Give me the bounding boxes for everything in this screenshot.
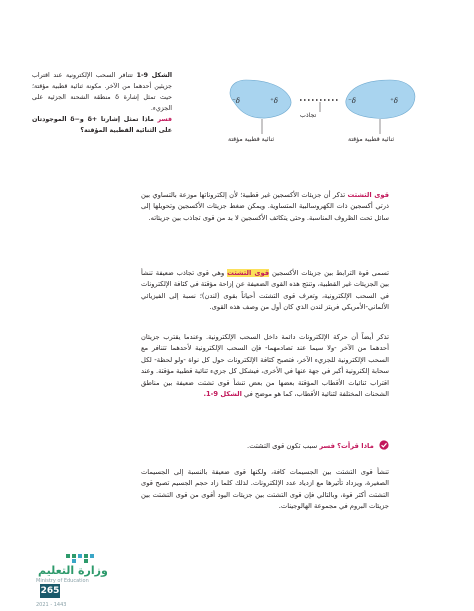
caption-text: تتنافر السحب الإلكترونية عند اقتراب جزيئين أحدهما من الآخر. مكونة ثنائية قطبية مؤقتة؛ حيث تمثل إشارة δ منطقة الشحنة الجزئية على الجزيء.	[32, 72, 172, 112]
paragraph-dispersion-definition	[141, 268, 389, 314]
figure-caption	[32, 70, 172, 136]
p2-before: تسمى قوة الترابط بين جزيئات الأكسجين	[269, 269, 389, 277]
left-dipole-label: ثنائية قطبية مؤقتة	[228, 136, 275, 143]
left-delta-plus: δ⁺	[270, 97, 278, 105]
edition-year: 2021 - 1443	[36, 602, 67, 608]
checkmark-icon	[379, 440, 389, 450]
ministry-name-ar: وزارة التعليم	[38, 564, 108, 577]
p4-text: تنشأ قوى التشتت بين الجسيمات كافة، ولكنها قوى ضعيفة بالنسبة إلى الجسيمات الصغيرة، ويزداد تأثيرها مع ازدياد عدد الإلكترونات. لذلك كلما زاد حجم الجسيم تصبح قوى التشتت أكثر قوة، وبالتالي فإن قوى التشتت بين جزيئات اليود أقوى من قوى التشتت بين جزيئات البروم في مجموعة الهالوجينات.	[141, 468, 389, 511]
reading-check-verb: فسر	[319, 442, 335, 450]
paragraph-temporary-dipoles	[141, 332, 389, 400]
right-delta-plus: δ⁺	[390, 97, 398, 105]
p1-text: تذكر أن جزيئات الأكسجين غير قطبية؛ لأن إلكتروناتها موزعة بالتساوي بين ذرتي أكسجين ذات الكهروسالبية المتساوية. ويمكن ضغط جزيئات الأكسجين وتحويلها إلى سائل تحت الظروف المناسبة. وحتى يتكاثف الأكسجين لا بد من قوى تجاذب بين جزيئاته.	[141, 191, 389, 222]
paragraph-dispersion-intro	[141, 190, 389, 224]
right-dipole-label: ثنائية قطبية مؤقتة	[348, 136, 395, 143]
p3-text: تذكر أيضاً أن حركة الإلكترونات دائمة داخل السحب الإلكترونية. وعندما يقترب جزيئان أحدهما من الآخر -ولا سيما عند تصادمهما- فإن السحب الإلكترونية لأحدهما تتنافر مع السحب الإلكترونية للجزيء الآخر، فتصبح كثافة الإلكترونات حول كل نواة -ولو لحظة- لكل سحابة إلكترونية أكبر في جهة عنها في الأخرى، فيشكل كل جزيء ثنائية قطبية مؤقتة. وعند اقتراب ثنائيات الأقطاب المؤقتة بعضها من بعض تنشأ قوى تشتت ضعيفة بين مناطق الشحنات المختلفة لثنائية الأقطاب، كما هو موضح في	[141, 333, 389, 399]
ministry-name-en: Ministry of Education	[36, 578, 89, 584]
right-delta-minus: δ⁻	[348, 97, 356, 105]
reading-check-text: سبب تكون قوى التشتت.	[247, 442, 320, 450]
page-number: 265	[40, 586, 60, 596]
p2-after: وهي قوى تجاذب ضعيفة تنشأ بين الجزيئات غير القطبية، وتنتج هذه القوى الضعيفة عن إزاحة مؤقتة في كثافة الإلكترونات في السحب الإلكترونية، وتعرف قوى التشتت أحياناً بقوى (لندن)؛ نسبة إلى الفيزيائي الألماني-الأمريكي فريتز لندن الذي كان أول من وصف هذه القوى.	[141, 269, 389, 312]
dipole-figure	[222, 72, 432, 162]
reading-check	[141, 440, 389, 452]
paragraph-dispersion-strength	[141, 467, 389, 513]
left-delta-minus: δ⁻	[232, 97, 240, 105]
figure-reference-link[interactable]: الشكل 9-1.	[203, 390, 242, 399]
section-term: قوى التشتت	[347, 191, 389, 199]
dipole-diagram	[222, 72, 432, 162]
figure-number: الشكل 9-1	[136, 72, 172, 79]
caption-question-label: فسر	[157, 116, 172, 123]
highlighted-term: قوى التشتت	[227, 269, 270, 277]
caption-question: ماذا تمثل إشارتا +δ و−δ الموجودتان على الثنائية القطبية المؤقتة؟	[32, 116, 172, 134]
right-molecule-cloud	[346, 80, 415, 118]
attraction-label: تجاذب	[300, 112, 317, 119]
reading-check-label: ماذا قرأت؟	[337, 442, 374, 450]
